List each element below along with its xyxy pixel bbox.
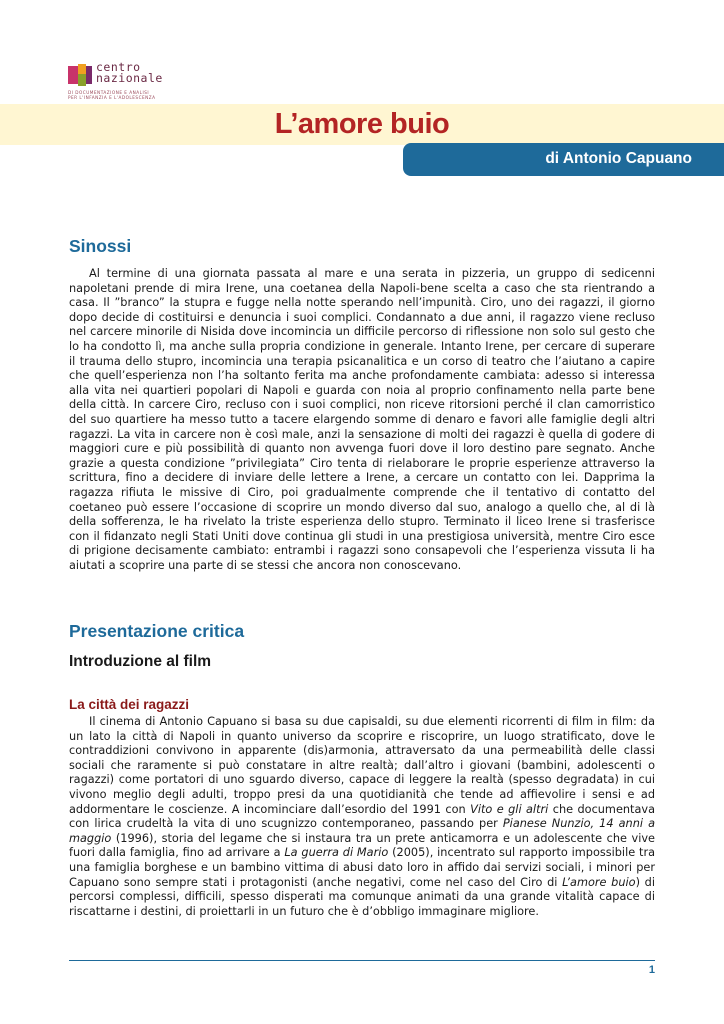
sinossi-heading: Sinossi [69, 236, 132, 256]
logo-subline-2: PER L'INFANZIA E L'ADOLESCENZA [68, 95, 156, 100]
page-number: 1 [648, 964, 655, 976]
logo-line-1: centro [96, 60, 141, 74]
intro-paragraph [69, 715, 655, 919]
intro-text-3: (1996), storia del legame che si instaura tra un prete anticamorra e un adolescente che vive fuori dalla famiglia, fino ad arrivare a [69, 831, 655, 860]
document-title: L’amore buio [274, 108, 450, 140]
intro-text-5: ) di percorsi complessi, difficili, spesso disperati ma comunque animati da una grande vitalità capace di riscattarne i destini, di proiettarli in un futuro che è d’obbligo immaginare migliore. [69, 875, 655, 918]
section-heading-citta: La città dei ragazzi [69, 697, 190, 712]
logo-text [96, 62, 163, 84]
sinossi-paragraph: Al termine di una giornata passata al mare e una serata in pizzeria, un gruppo di sedicenni napoletani prende di mira Irene, una coetanea della Napoli-bene scelta a caso che sta rientrando a casa. Il ”branco” la stupra e fugge nella notte sperando nell’impunità. Ciro, uno dei ragazzi, il giorno dopo decide di costituirsi e denuncia i suoi complici. Condannato a due anni, il ragazzo viene recluso nel carcere minorile di Nisida dove incomincia un difficile percorso di riflessione non solo sul gesto che lo ha condotto lì, ma anche sulla propria condizione in generale. Intanto Irene, per cercare di superare il trauma dello stupro, incomincia una terapia psicanalitica e un corso di teatro che l’aiutano a capire che quell’esperienza non l’ha soltanto ferita ma anche profondamente cambiata: adesso si interessa alla vita nei quartieri popolari di Napoli e guarda con noia al proprio confinamento nella parte bene della città. In carcere Ciro, recluso con i suoi complici, non riceve ritorsioni perché il clan camorristico del suo quartiere ha messo tutto a tacere elargendo somme di denaro e favori alle famiglie degli altri ragazzi. La vita in carcere non è così male, anzi la sensazione di molti dei ragazzi è quella di godere di maggiori cure e più possibilità di quanto non avvenga fuori dove il loro destino pare segnato. Anche grazie a questa condizione ”privilegiata” Ciro tenta di rielaborare le proprie esperienze attraverso la scrittura, fino a decidere di inviare delle lettere a Irene, a cercare un contatto con lei. Dapprima la ragazza rifiuta le missive di Ciro, poi gradualmente comprende che il tentativo di contatto del coetaneo può essere l’occasione di scoprire un mondo diverso dal suo, analogo a quello che, al di là della sofferenza, le ha rivelato la triste esperienza dello stupro. Terminato il liceo Irene si trasferisce con il fidanzato negli Stati Uniti dove continua gli studi in una prestigiosa università, mentre Ciro esce di prigione decisamente cambiato: entrambi i ragazzi sono consapevoli che l’esperienza vissuta li ha aiutati a scoprire una parte di se stessi che ancora non conoscevano. [69, 267, 655, 572]
film-title-4: L’amore buio [562, 875, 636, 889]
film-title-2: Pianese Nunzio, 14 anni a maggio [69, 817, 655, 845]
film-title-3: La guerra di Mario [284, 846, 389, 860]
logo-line-2: nazionale [96, 71, 163, 85]
logo [68, 62, 178, 104]
presentazione-heading: Presentazione critica [69, 621, 245, 641]
introduzione-subheading: Introduzione al film [69, 653, 212, 670]
footer-divider [69, 960, 655, 961]
intro-text-1: Il cinema di Antonio Capuano si basa su due capisaldi, su due elementi ricorrenti di film in film: da un lato la città di Napoli in quanto universo da scoprire e riscoprire, un luogo stratificato, dove le contraddizioni convivono in apparente (dis)armonia, attraversato da una permeabilità delle classi sociali che raramente si può constatare in altre realtà; dall’altro i giovani (bambini, adolescenti o ragazzi) come portatori di uno sguardo diverso, capace di leggere la realtà (spesso degradata) in cui vivono meglio degli adulti, troppo presi da una quotidianità che tende ad affievolire i sensi e ad addormentare le coscienze. A incominciare dall’esordio del 1991 con [69, 715, 655, 816]
logo-subline-1: DI DOCUMENTAZIONE E ANALISI [68, 90, 150, 95]
logo-mark-icon [68, 62, 94, 88]
author-bar [403, 143, 724, 176]
intro-text-4: (2005), incentrato sul rapporto impossibile tra una famiglia borghese e un bambino vittima di abusi dato loro in affido dai servizi sociali, i minori per Capuano sono sempre stati i protagonisti (anche negativi, come nel caso del Ciro di [69, 846, 656, 889]
author-label: di Antonio Capuano [545, 150, 692, 167]
film-title-1: Vito e gli altri [470, 802, 549, 816]
intro-text-2: che documentava con lirica crudeltà la vita di uno scugnizzo contemporaneo, passando per [69, 802, 656, 831]
logo-subtitle [68, 90, 156, 100]
